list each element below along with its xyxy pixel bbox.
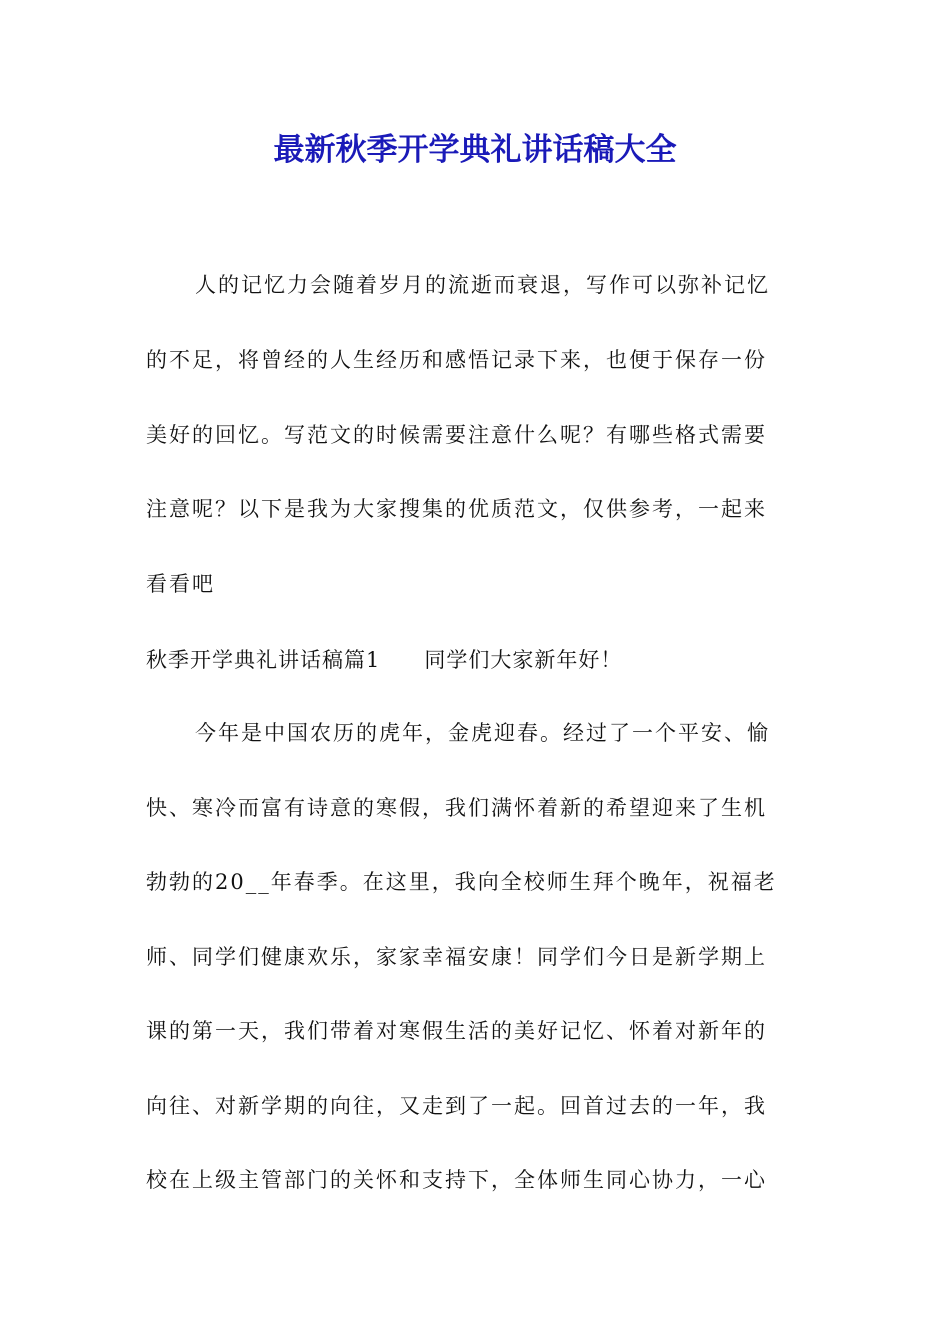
paragraph-line: 课的第一天，我们带着对寒假生活的美好记忆、怀着对新年的 (146, 1019, 767, 1043)
paragraph-line: 快、寒冷而富有诗意的寒假，我们满怀着新的希望迎来了生机 (146, 796, 767, 820)
paragraph-line: 向往、对新学期的向往，又走到了一起。回首过去的一年，我 (146, 1094, 767, 1118)
paragraph-line: 勃勃的20__年春季。在这里，我向全校师生拜个晚年，祝福老 (146, 870, 777, 894)
section-heading: 秋季开学典礼讲话稿篇1 (146, 648, 381, 672)
paragraph-line: 今年是中国农历的虎年，金虎迎春。经过了一个平安、愉 (195, 721, 770, 745)
paragraph-line: 看看吧 (146, 572, 215, 596)
paragraph-line: 校在上级主管部门的关怀和支持下，全体师生同心协力，一心 (146, 1168, 767, 1192)
paragraph-line: 美好的回忆。写范文的时候需要注意什么呢？有哪些格式需要 (146, 423, 767, 447)
greeting-text: 同学们大家新年好！ (424, 648, 623, 672)
paragraph-line: 师、同学们健康欢乐，家家幸福安康！同学们今日是新学期上 (146, 945, 767, 969)
page-title: 最新秋季开学典礼讲话稿大全 (273, 132, 677, 168)
paragraph-line: 的不足，将曾经的人生经历和感悟记录下来，也便于保存一份 (146, 348, 767, 372)
paragraph-line: 人的记忆力会随着岁月的流逝而衰退，写作可以弥补记忆 (195, 273, 770, 297)
paragraph-line: 注意呢？以下是我为大家搜集的优质范文，仅供参考，一起来 (146, 497, 767, 521)
section-heading-row (146, 645, 622, 675)
